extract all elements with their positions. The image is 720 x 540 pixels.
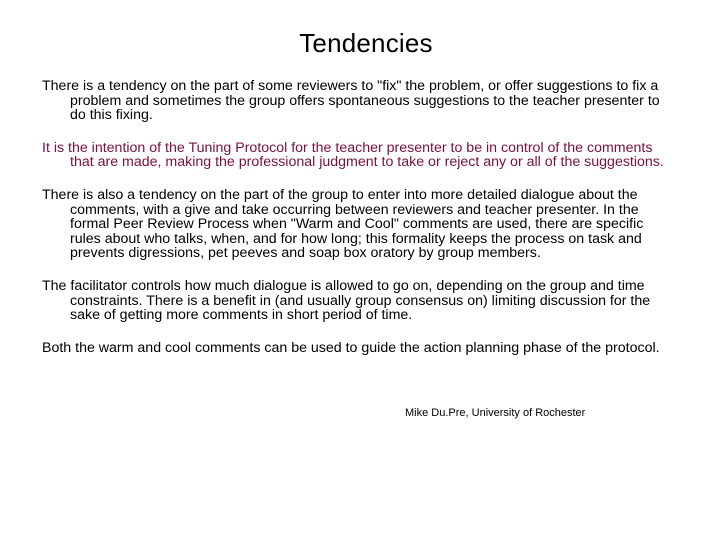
paragraph-facilitator-control: The facilitator controls how much dialogue is allowed to go on, depending on the group and time constraints. There is a benefit in (and usually group consensus on) limiting discussion for the sake of getting more comments in short period of time. — [42, 277, 651, 324]
paragraph-warm-cool-comments: Both the warm and cool comments can be used to guide the action planning phase of the protocol. — [42, 339, 660, 356]
slide-title: Tendencies — [299, 28, 433, 58]
paragraph-dialogue-tendency: There is also a tendency on the part of the group to enter into more detailed dialogue about the comments, with a give and take occurring between reviewers and teacher presenter. In the formal Peer Review Process when "Warm and Cool" comments are used, there are specific rules about who talks, when, and for how long; this formality keeps the process on task and prevents digressions, pet peeves and soap box oratory by group members. — [42, 186, 644, 262]
attribution: Mike Du.Pre, University of Rochester — [405, 407, 586, 419]
paragraph-list — [42, 79, 666, 355]
paragraph-fix-tendency: There is a tendency on the part of some reviewers to "fix" the problem, or offer suggestions to fix a problem and sometimes the group offers spontaneous suggestions to the teacher presenter to do this fixing. — [42, 78, 660, 124]
paragraph-tuning-protocol-intention: It is the intention of the Tuning Protocol for the teacher presenter to be in control of the comments that are made, making the professional judgment to take or reject any or all of the suggestions. — [42, 139, 664, 171]
